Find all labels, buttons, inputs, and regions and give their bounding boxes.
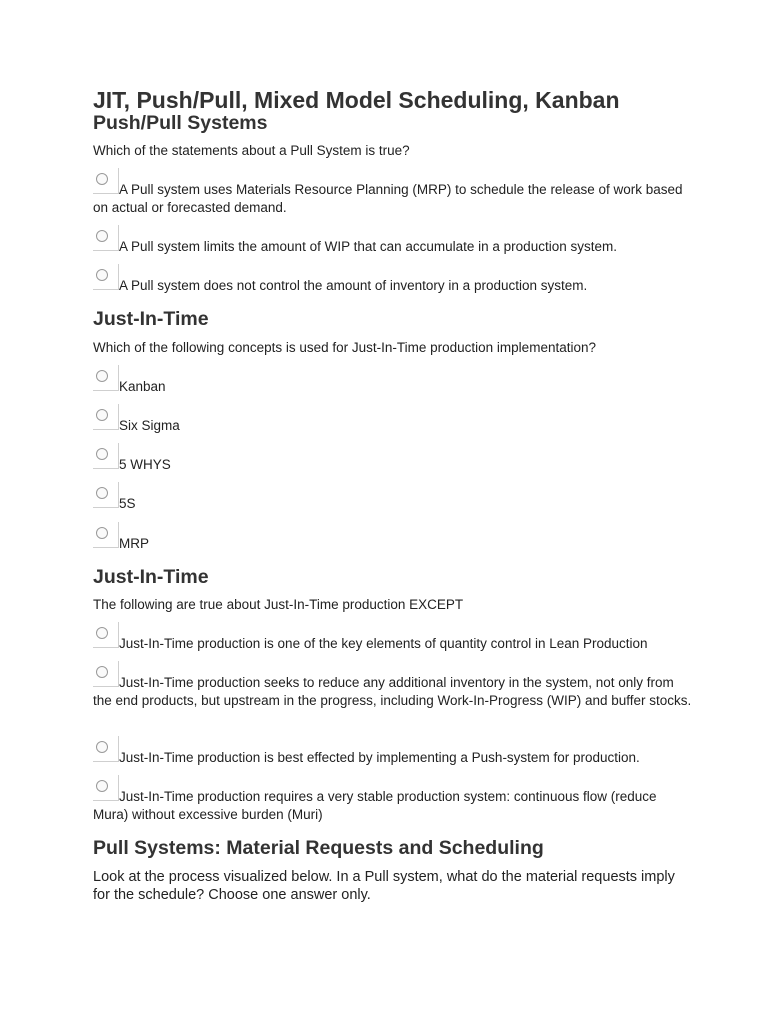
option-1-1[interactable] bbox=[93, 181, 693, 217]
option-2-3[interactable] bbox=[93, 456, 693, 474]
section-heading-jit-1: Just-In-Time bbox=[93, 308, 209, 330]
option-2-2[interactable] bbox=[93, 417, 693, 435]
option-label: Just-In-Time production is best effected by implementing a Push-system for production. bbox=[119, 750, 640, 765]
option-2-1[interactable] bbox=[93, 378, 693, 396]
option-2-5[interactable] bbox=[93, 535, 693, 553]
radio-button[interactable] bbox=[96, 527, 108, 539]
option-label: Just-In-Time production requires a very stable production system: continuous flow (reduce Mura) without excessive burden (Muri) bbox=[93, 789, 657, 822]
radio-button[interactable] bbox=[96, 448, 108, 460]
option-label: Six Sigma bbox=[119, 418, 180, 433]
radio-button[interactable] bbox=[96, 230, 108, 242]
section-heading-push-pull: Push/Pull Systems bbox=[93, 112, 268, 134]
page-title: JIT, Push/Pull, Mixed Model Scheduling, Kanban bbox=[93, 87, 620, 113]
radio-button[interactable] bbox=[96, 173, 108, 185]
radio-button[interactable] bbox=[96, 666, 108, 678]
option-label: 5S bbox=[119, 496, 136, 511]
question-text-4: Look at the process visualized below. In a Pull system, what do the material requests imply for the schedule? Choose one answer only. bbox=[93, 869, 675, 903]
radio-button[interactable] bbox=[96, 627, 108, 639]
option-label: 5 WHYS bbox=[119, 457, 171, 472]
option-label: A Pull system limits the amount of WIP that can accumulate in a production system. bbox=[119, 239, 617, 254]
option-label: Kanban bbox=[119, 379, 166, 394]
section-heading-jit-2: Just-In-Time bbox=[93, 566, 209, 588]
option-label: A Pull system uses Materials Resource Planning (MRP) to schedule the release of work based on actual or forecasted demand. bbox=[93, 182, 683, 215]
option-1-3[interactable] bbox=[93, 277, 693, 295]
option-3-4[interactable] bbox=[93, 788, 693, 824]
radio-button[interactable] bbox=[96, 741, 108, 753]
question-text-2: Which of the following concepts is used for Just-In-Time production implementation? bbox=[93, 340, 596, 355]
option-3-2[interactable] bbox=[93, 674, 693, 710]
option-1-2[interactable] bbox=[93, 238, 693, 256]
radio-button[interactable] bbox=[96, 780, 108, 792]
option-label: MRP bbox=[119, 536, 149, 551]
radio-button[interactable] bbox=[96, 487, 108, 499]
option-label: A Pull system does not control the amount of inventory in a production system. bbox=[119, 278, 588, 293]
option-label: Just-In-Time production is one of the key elements of quantity control in Lean Production bbox=[119, 636, 648, 651]
option-2-4[interactable] bbox=[93, 495, 693, 513]
option-3-1[interactable] bbox=[93, 635, 693, 653]
radio-button[interactable] bbox=[96, 269, 108, 281]
radio-button[interactable] bbox=[96, 409, 108, 421]
question-text-3: The following are true about Just-In-Time production EXCEPT bbox=[93, 597, 464, 612]
question-text-1: Which of the statements about a Pull System is true? bbox=[93, 143, 410, 158]
option-3-3[interactable] bbox=[93, 749, 693, 767]
section-heading-pull-systems: Pull Systems: Material Requests and Scheduling bbox=[93, 837, 544, 859]
radio-button[interactable] bbox=[96, 370, 108, 382]
option-label: Just-In-Time production seeks to reduce any additional inventory in the system, not only from the end products, but upstream in the progress, including Work-In-Progress (WIP) and buffer stocks. bbox=[93, 675, 692, 708]
